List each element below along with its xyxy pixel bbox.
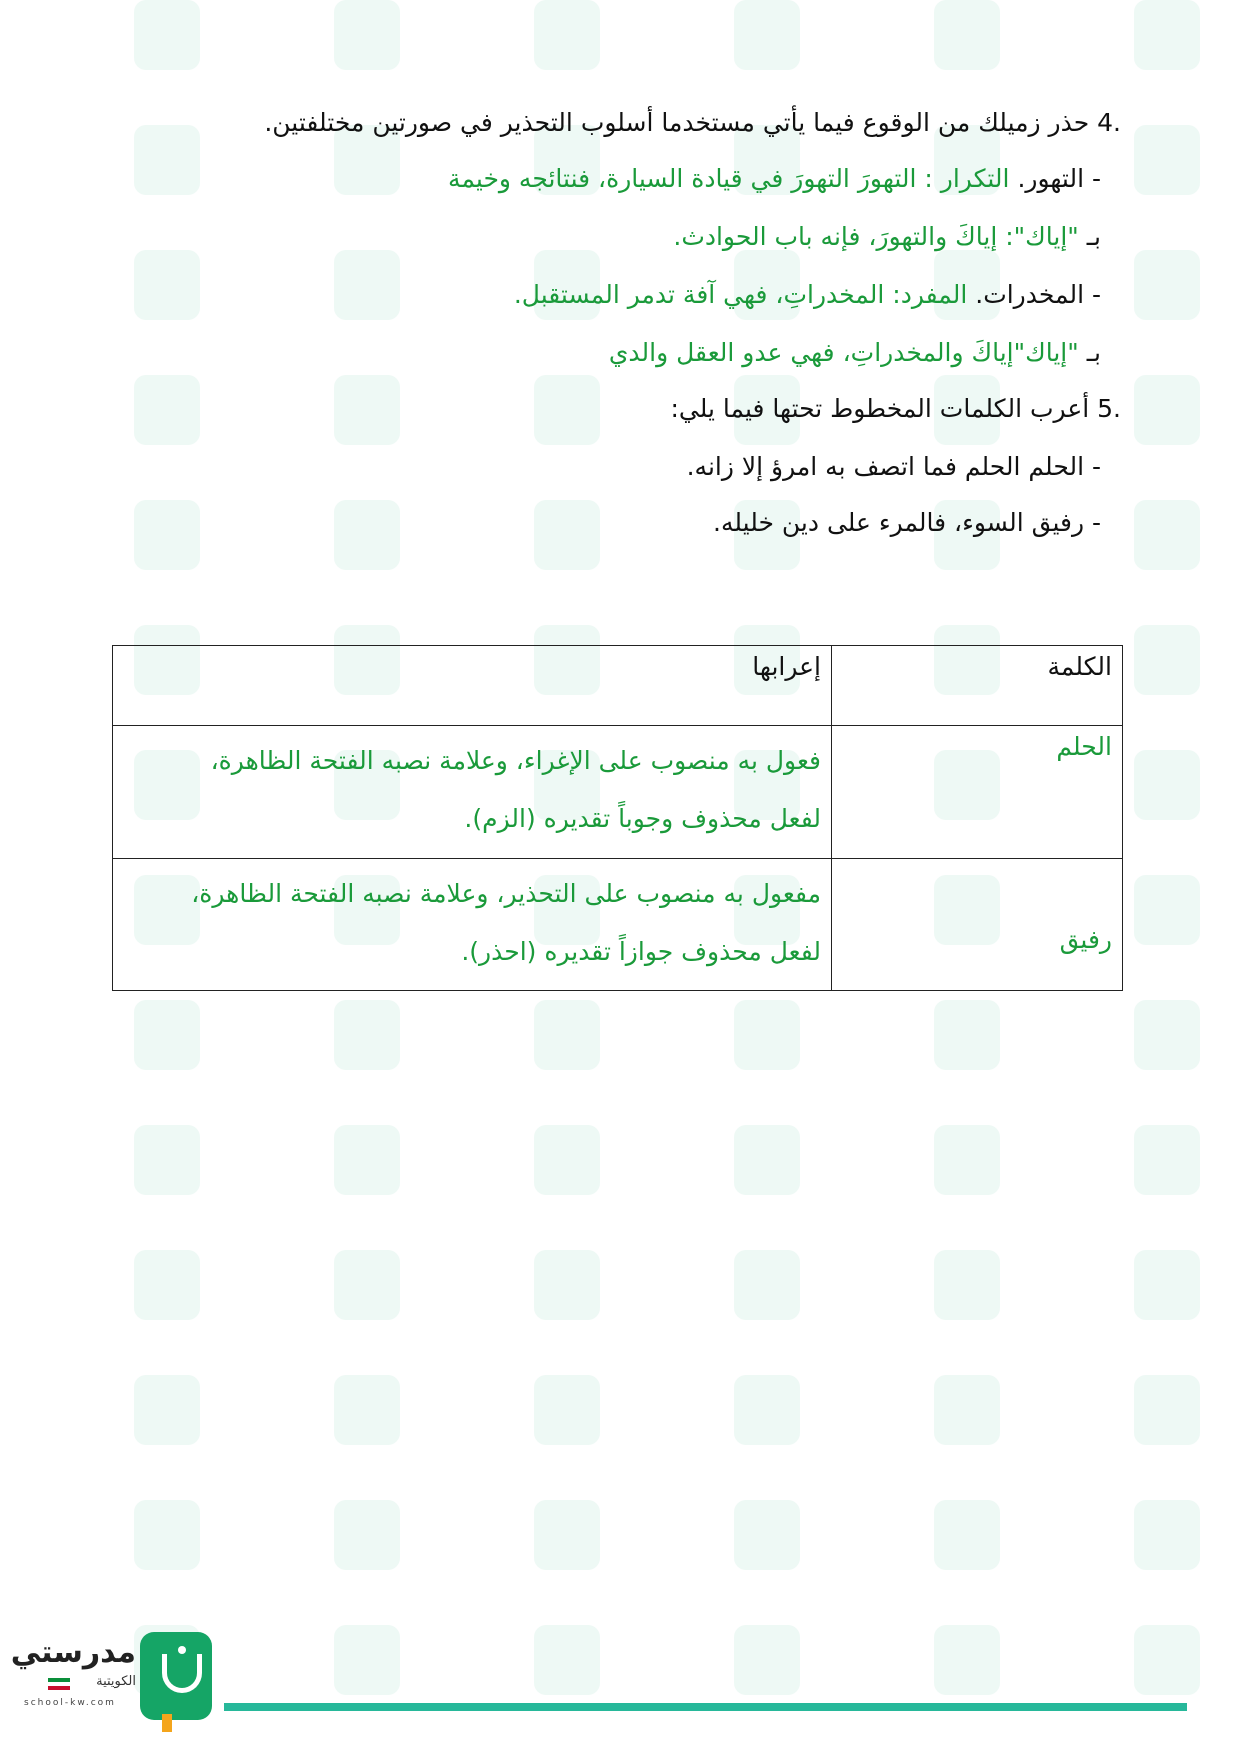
item-4-answer: "إياك"إياكَ والمخدراتِ، فهي عدو العقل والدي	[608, 338, 1079, 367]
question-4-item-3	[514, 278, 1101, 312]
logo-url: school-kw.com	[24, 1698, 116, 1708]
row-2-parsing	[113, 858, 832, 990]
item-2-prefix: بـ	[1078, 222, 1101, 251]
question-5-sentence-1: - الحلم الحلم فما اتصف به امرؤ إلا زانه.	[686, 452, 1101, 481]
question-4-title: .4 حذر زميلك من الوقوع فيما يأتي مستخدما أسلوب التحذير في صورتين مختلفتين.	[264, 108, 1121, 137]
question-5-sentence-2: - رفيق السوء، فالمرء على دين خليله.	[713, 508, 1101, 537]
brand-logo	[10, 1632, 212, 1732]
row-2-word: رفيق	[832, 858, 1123, 990]
item-4-prefix: بـ	[1078, 338, 1101, 367]
row-2-parsing-line-2: لفعل محذوف جوازاً تقديره (احذر).	[461, 936, 821, 966]
item-1-answer: التكرار : التهورَ التهورَ في قيادة السيارة، فنتائجه وخيمة	[448, 164, 1010, 193]
header-word: الكلمة	[832, 646, 1123, 726]
table-row	[113, 858, 1123, 990]
item-3-answer: المفرد: المخدراتِ، فهي آفة تدمر المستقبل.	[513, 280, 968, 309]
item-3-prefix: - المخدرات.	[975, 280, 1101, 309]
question-4-item-1	[448, 162, 1101, 196]
row-1-parsing-line-2: لفعل محذوف وجوباً تقديره (الزم).	[464, 804, 821, 834]
row-1-word: الحلم	[832, 726, 1123, 858]
question-5-title: .5 أعرب الكلمات المخطوط تحتها فيما يلي:	[670, 394, 1121, 423]
row-2-parsing-line-1: مفعول به منصوب على التحذير، وعلامة نصبه الفتحة الظاهرة،	[191, 878, 821, 908]
book-logo-icon	[140, 1632, 212, 1720]
parsing-table	[112, 645, 1123, 991]
question-4-item-4	[609, 336, 1101, 370]
logo-smile-icon	[162, 1654, 202, 1693]
question-4-item-2	[673, 220, 1101, 254]
logo-name: مدرستي	[10, 1635, 136, 1670]
table-header-row	[113, 646, 1123, 726]
footer-divider	[224, 1703, 1187, 1711]
row-1-parsing-line-1: فعول به منصوب على الإغراء، وعلامة نصبه الفتحة الظاهرة،	[210, 746, 821, 776]
header-parsing: إعرابها	[113, 646, 832, 726]
logo-subtitle: الكويتية	[96, 1674, 136, 1689]
item-1-prefix: - التهور.	[1017, 164, 1101, 193]
logo-dot-icon	[178, 1646, 186, 1654]
row-1-parsing	[113, 726, 832, 858]
table-row	[113, 726, 1123, 858]
item-2-answer: "إياك": إياكَ والتهورَ، فإنه باب الحوادث.	[673, 222, 1079, 251]
